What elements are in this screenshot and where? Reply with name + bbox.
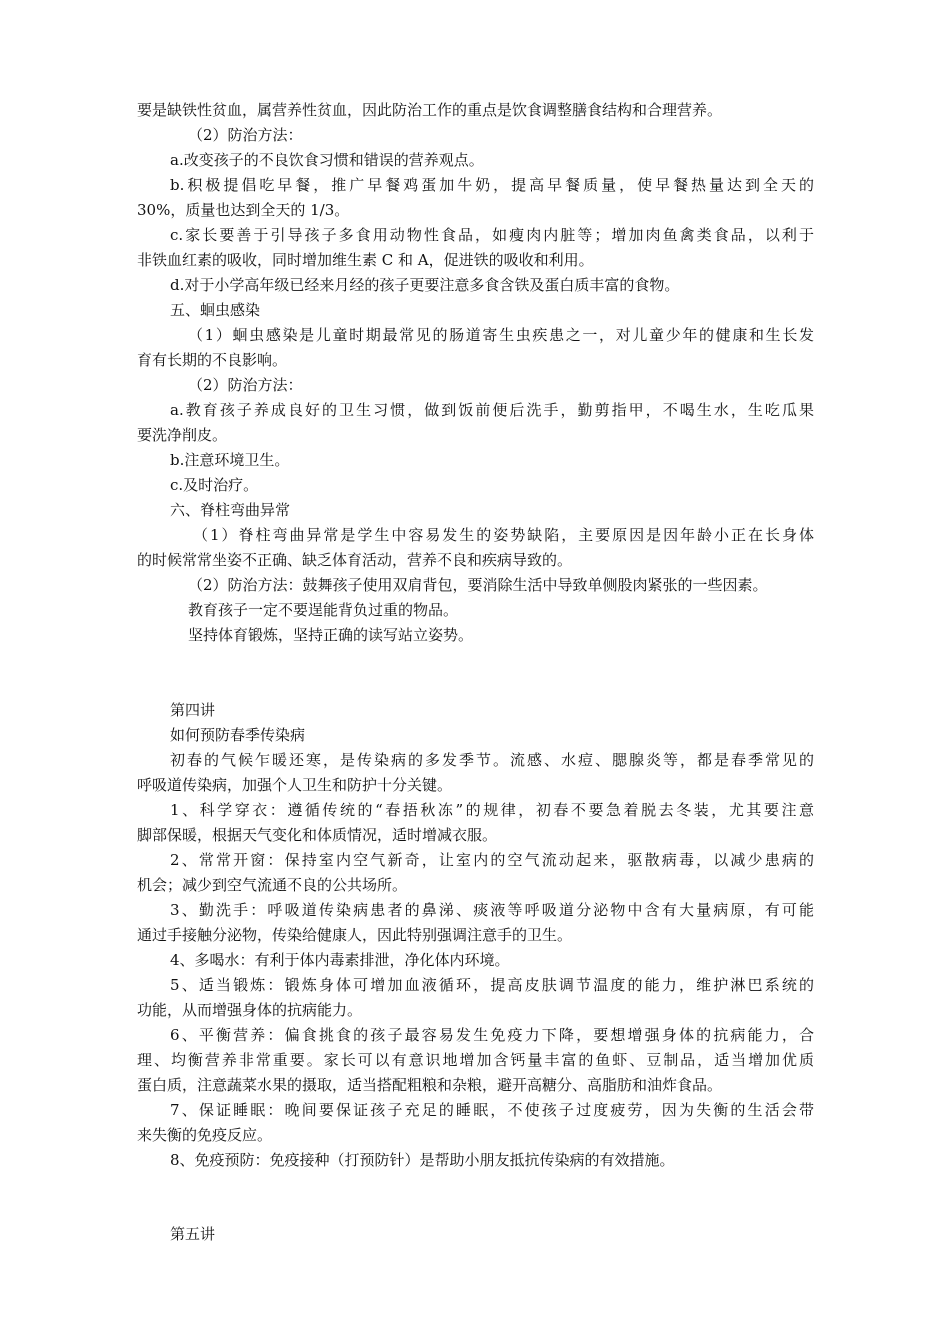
paragraph-line: 6、平衡营养：偏食挑食的孩子最容易发生免疫力下降，要想增强身体的抗病能力，合	[170, 1026, 814, 1044]
paragraph-line: 来失衡的免疫反应。	[137, 1126, 273, 1144]
paragraph-line: 教育孩子一定不要逞能背负过重的物品。	[188, 601, 459, 619]
paragraph-line: （1）蛔虫感染是儿童时期最常见的肠道寄生虫疾患之一，对儿童少年的健康和生长发	[188, 326, 814, 344]
paragraph-line: a.改变孩子的不良饮食习惯和错误的营养观点。	[170, 151, 484, 169]
paragraph-line: 4、多喝水：有利于体内毒素排泄，净化体内环境。	[170, 951, 510, 969]
paragraph-line: 育有长期的不良影响。	[137, 351, 288, 369]
paragraph-line: （2）防治方法：	[188, 376, 303, 394]
paragraph-line: 初春的气候乍暖还寒，是传染病的多发季节。流感、水痘、腮腺炎等，都是春季常见的	[170, 751, 814, 769]
paragraph-line: b.积极提倡吃早餐，推广早餐鸡蛋加牛奶，提高早餐质量，使早餐热量达到全天的	[170, 176, 814, 194]
paragraph-line: d.对于小学高年级已经来月经的孩子更要注意多食含铁及蛋白质丰富的食物。	[170, 276, 680, 294]
paragraph-line: c.及时治疗。	[170, 476, 259, 494]
paragraph-line: 30%，质量也达到全天的 1/3。	[137, 201, 350, 219]
section-heading: 六、脊柱弯曲异常	[170, 501, 291, 519]
paragraph-line: 7、保证睡眠：晚间要保证孩子充足的睡眠，不使孩子过度疲劳，因为失衡的生活会带	[170, 1101, 814, 1119]
lecture-heading: 第五讲	[170, 1225, 216, 1243]
paragraph-line: b.注意环境卫生。	[170, 451, 290, 469]
section-heading: 五、蛔虫感染	[170, 301, 261, 319]
paragraph-line: （2）防治方法：	[188, 126, 303, 144]
paragraph-line: 理、均衡营养非常重要。家长可以有意识地增加含钙量丰富的鱼虾、豆制品，适当增加优质	[137, 1051, 814, 1069]
paragraph-line: 机会；减少到空气流通不良的公共场所。	[137, 876, 408, 894]
paragraph-line: 坚持体育锻炼，坚持正确的读写站立姿势。	[188, 626, 474, 644]
lecture-title: 如何预防春季传染病	[170, 726, 306, 744]
paragraph-line: 要是缺铁性贫血，属营养性贫血，因此防治工作的重点是饮食调整膳食结构和合理营养。	[137, 101, 723, 119]
paragraph-line: 1、科学穿衣：遵循传统的“春捂秋冻”的规律，初春不要急着脱去冬装，尤其要注意	[170, 801, 814, 819]
paragraph-line: 5、适当锻炼：锻炼身体可增加血液循环，提高皮肤调节温度的能力，维护淋巴系统的	[170, 976, 814, 994]
paragraph-line: 脚部保暖，根据天气变化和体质情况，适时增减衣服。	[137, 826, 498, 844]
paragraph-line: 功能，从而增强身体的抗病能力。	[137, 1001, 363, 1019]
paragraph-line: 8、免疫预防：免疫接种（打预防针）是帮助小朋友抵抗传染病的有效措施。	[170, 1151, 675, 1169]
paragraph-line: 2、常常开窗：保持室内空气新奇，让室内的空气流动起来，驱散病毒，以减少患病的	[170, 851, 814, 869]
paragraph-line: 呼吸道传染病，加强个人卫生和防护十分关键。	[137, 776, 453, 794]
paragraph-line: 通过手接触分泌物，传染给健康人，因此特别强调注意手的卫生。	[137, 926, 573, 944]
paragraph-line: 非铁血红素的吸收，同时增加维生素 C 和 A，促进铁的吸收和利用。	[137, 251, 594, 269]
paragraph-line: （1）脊柱弯曲异常是学生中容易发生的姿势缺陷，主要原因是因年龄小正在长身体	[193, 526, 814, 544]
paragraph-line: 蛋白质，注意蔬菜水果的摄取，适当搭配粗粮和杂粮，避开高糖分、高脂肪和油炸食品。	[137, 1076, 723, 1094]
paragraph-line: c.家长要善于引导孩子多食用动物性食品，如瘦肉内脏等；增加肉鱼禽类食品，以利于	[170, 226, 814, 244]
paragraph-line: a.教育孩子养成良好的卫生习惯，做到饭前便后洗手，勤剪指甲，不喝生水，生吃瓜果	[170, 401, 814, 419]
paragraph-line: 要洗净削皮。	[137, 426, 228, 444]
paragraph-line: 3、勤洗手：呼吸道传染病患者的鼻涕、痰液等呼吸道分泌物中含有大量病原，有可能	[170, 901, 814, 919]
paragraph-line: 的时候常常坐姿不正确、缺乏体育活动，营养不良和疾病导致的。	[137, 551, 573, 569]
paragraph-line: （2）防治方法：鼓舞孩子使用双肩背包，要消除生活中导致单侧股肉紧张的一些因素。	[188, 576, 768, 594]
lecture-heading: 第四讲	[170, 701, 216, 719]
